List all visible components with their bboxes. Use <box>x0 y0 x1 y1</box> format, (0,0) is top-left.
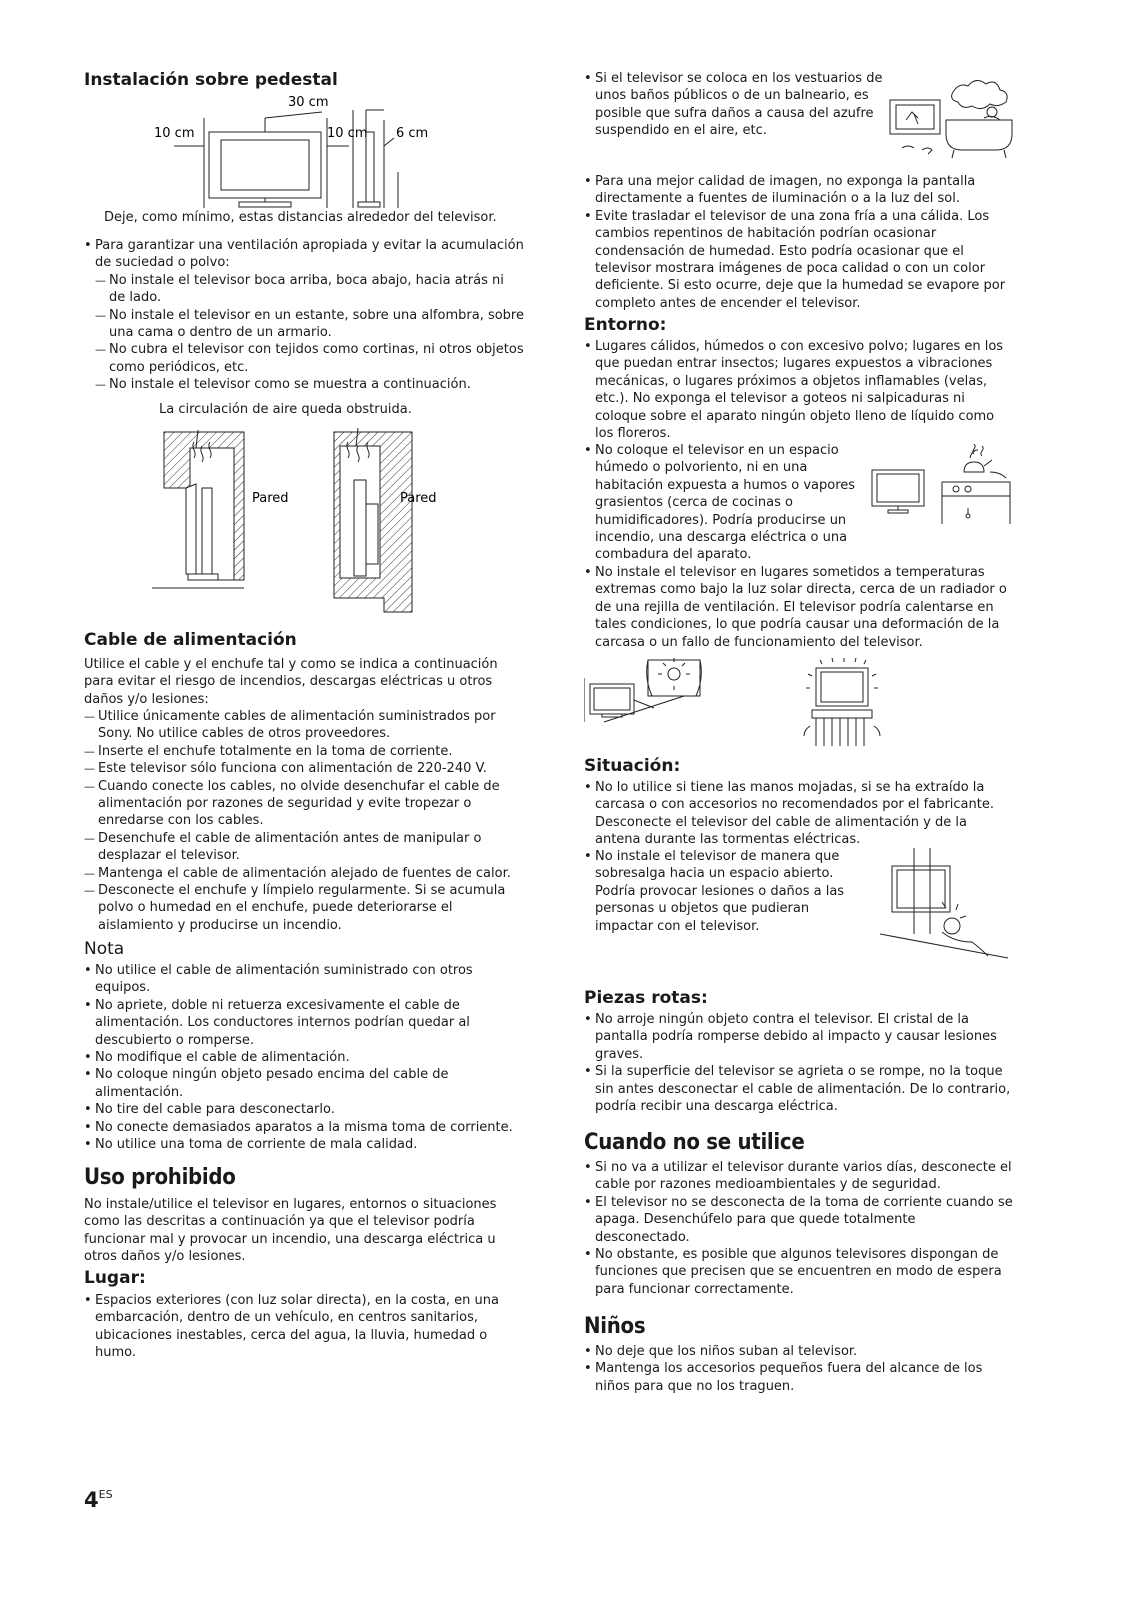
list-item: — Mantenga el cable de alimentación alejado de fuentes de calor. <box>84 865 524 882</box>
prohibited-heading: Uso prohibido <box>84 1165 236 1190</box>
sunlight-figure <box>584 656 704 726</box>
list-item: • Espacios exteriores (con luz solar directa), en la costa, en una embarcación, dentro de un vehículo, en centros sanitarios, ubicaciones inestables, cerca del agua, la lluvia, humedad o humo. <box>84 1292 524 1362</box>
wall-label-2: Pared <box>400 491 437 506</box>
children-list <box>584 1343 1014 1395</box>
list-item: — Desconecte el enchufe y límpielo regularmente. Si se acumula polvo o humedad en el enchufe, puede deteriorarse el aislamiento y producirse un incendio. <box>84 882 524 934</box>
situation-heading: Situación: <box>584 756 681 776</box>
ventilation-sublist <box>95 272 524 394</box>
list-item: • Si no va a utilizar el televisor durante varios días, desconecte el cable por razones medioambientales y de seguridad. <box>584 1159 1014 1194</box>
list-item: — Cuando conecte los cables, no olvide desenchufar el cable de alimentación por razones de seguridad y evite tropezar o enredarse con los cables. <box>84 778 524 830</box>
list-item: — Utilice únicamente cables de alimentación suministrados por Sony. No utilice cables de otros proveedores. <box>84 708 524 743</box>
list-item: • No tire del cable para desconectarlo. <box>84 1101 524 1118</box>
list-item: • No instale el televisor de manera que sobresalga hacia un espacio abierto. Podría provocar lesiones o daños a las personas u objetos que pudieran impactar con el televisor. <box>584 848 864 935</box>
note-heading: Nota <box>84 939 125 959</box>
dim-left-label: 10 cm <box>154 126 195 141</box>
broken-parts-list <box>584 1011 1014 1115</box>
list-item: • Si la superficie del televisor se agrieta o se rompe, no la toque sin antes desconectar el cable de alimentación. De lo contrario, podría recibir una descarga eléctrica. <box>584 1063 1014 1115</box>
light-moisture-list <box>584 173 1014 312</box>
list-item: • No utilice el cable de alimentación suministrado con otros equipos. <box>84 962 524 997</box>
list-item: • Si el televisor se coloca en los vestuarios de unos baños públicos o de un balneario, es posible que sufra daños a causa del azufre suspendido en el aire, etc. <box>584 70 884 140</box>
list-item: • No coloque ningún objeto pesado encima del cable de alimentación. <box>84 1066 524 1101</box>
airflow-caption: La circulación de aire queda obstruida. <box>159 402 412 417</box>
list-item: • No arroje ningún objeto contra el televisor. El cristal de la pantalla podría romperse debido al impacto y causar lesiones graves. <box>584 1011 1014 1063</box>
page-language-suffix: ES <box>98 1488 113 1501</box>
page-number: $4^{ES}$ <box>84 1488 113 1512</box>
dim-top-label: 30 cm <box>288 95 329 110</box>
list-item: — No instale el televisor boca arriba, boca abajo, hacia atrás ni de lado. <box>95 272 524 307</box>
list-item: • Lugares cálidos, húmedos o con excesivo polvo; lugares en los que puedan entrar insectos; lugares expuestos a vibraciones mecánicas, o lugares próximos a objetos inflamables (velas, etc.). No exponga el televisor a goteos ni salpicaduras ni coloque sobre el aparato ningún objeto lleno de líquido como los floreros. <box>584 338 1014 442</box>
ventilation-list <box>84 237 524 394</box>
list-item: • No conecte demasiados aparatos a la misma toma de corriente. <box>84 1119 524 1136</box>
airflow-obstructed-figure <box>144 428 444 616</box>
list-item: • Mantenga los accesorios pequeños fuera del alcance de los niños para que no los traguen. <box>584 1360 1014 1395</box>
list-item: • No modifique el cable de alimentación. <box>84 1049 524 1066</box>
protruding-tv-figure <box>880 848 1010 966</box>
list-item: — No instale el televisor como se muestra a continuación. <box>95 376 524 393</box>
spa-figure <box>888 70 1018 164</box>
place-heading: Lugar: <box>84 1268 146 1288</box>
list-item: • No coloque el televisor en un espacio húmedo o polvoriento, ni en una habitación expuesta a humos o vapores grasientos (cerca de cocinas o humidificadores). Podría producirse un incendio, una descarga eléctrica o una combadura del aparato. <box>584 442 864 564</box>
place-list <box>84 1292 524 1362</box>
list-item: — No cubra el televisor con tejidos como cortinas, ni otros objetos como periódicos, etc. <box>95 341 524 376</box>
power-cable-intro: Utilice el cable y el enchufe tal y como se indica a continuación para evitar el riesgo de incendios, descargas eléctricas u otros daños y/o lesiones: <box>84 657 498 707</box>
power-cable-list <box>84 708 524 934</box>
list-item: • No apriete, doble ni retuerza excesivamente el cable de alimentación. Los conductores internos podrían quedar al descubierto o romperse. <box>84 997 524 1049</box>
list-item: • No lo utilice si tiene las manos mojadas, si se ha extraído la carcasa o con accesorios no recomendados por el fabricante. Desconecte el televisor del cable de alimentación y de la antena durante las tormentas eléctricas. <box>584 779 1014 849</box>
list-item: • Para garantizar una ventilación apropiada y evitar la acumulación de suciedad o polvo: — No instale el televisor boca arriba, boca abajo, hacia atrás ni de lado. — No instale el televisor en un estante, sobre una alfombra, sobre una cama o dentro de un armario. — No cubra el televisor con tejidos como cortinas, ni otros objetos como periódicos, etc. — No instale el televisor como se muestra a continuación. <box>84 237 524 394</box>
list-item: — Este televisor sólo funciona con alimentación de 220-240 V. <box>84 760 524 777</box>
environment-list-3 <box>584 564 1014 651</box>
situation-list-2 <box>584 848 864 935</box>
wall-label-1: Pared <box>252 491 289 506</box>
situation-list-1 <box>584 779 1014 849</box>
list-item: • No obstante, es posible que algunos televisores dispongan de funciones que precisen que se encuentren en modo de espera para funcionar correctamente. <box>584 1246 1014 1298</box>
dim-right-label: 10 cm <box>327 126 368 141</box>
not-in-use-list <box>584 1159 1014 1298</box>
children-heading: Niños <box>584 1314 646 1339</box>
environment-heading: Entorno: <box>584 315 667 335</box>
spa-list <box>584 70 884 140</box>
pedestal-caption: Deje, como mínimo, estas distancias alrededor del televisor. <box>104 210 497 225</box>
pedestal-clearance-figure <box>144 92 504 210</box>
note-list <box>84 962 524 1153</box>
broken-parts-heading: Piezas rotas: <box>584 988 708 1008</box>
radiator-figure <box>790 656 890 748</box>
environment-list-1 <box>584 338 1014 442</box>
list-item: — Inserte el enchufe totalmente en la toma de corriente. <box>84 743 524 760</box>
prohibited-intro: No instale/utilice el televisor en lugares, entornos o situaciones como las descritas a continuación ya que el televisor podría funcionar mal y provocar un incendio, una descarga eléctrica u otros daños y/o lesiones. <box>84 1197 497 1265</box>
list-item: • El televisor no se desconecta de la toma de corriente cuando se apaga. Desenchúfelo para que quede totalmente desconectado. <box>584 1194 1014 1246</box>
list-item: • Evite trasladar el televisor de una zona fría a una cálida. Los cambios repentinos de habitación podrían ocasionar condensación de humedad. Esto podría ocasionar que el televisor mostrara imágenes de poca calidad o con un color deficiente. Si esto ocurre, deje que la humedad se evapore por completo antes de encender el televisor. <box>584 208 1014 312</box>
environment-list-2 <box>584 442 864 564</box>
list-item: • No utilice una toma de corriente de mala calidad. <box>84 1136 524 1153</box>
list-item: • No instale el televisor en lugares sometidos a temperaturas extremas como bajo la luz solar directa, cerca de un radiador o de una rejilla de ventilación. El televisor podría calentarse en tales condiciones, lo que podría causar una deformación de la carcasa o un fallo de funcionamiento del televisor. <box>584 564 1014 651</box>
list-item: • Para una mejor calidad de imagen, no exponga la pantalla directamente a fuentes de iluminación o a la luz del sol. <box>584 173 1014 208</box>
list-item: • No deje que los niños suban al televisor. <box>584 1343 1014 1360</box>
dim-side-label: 6 cm <box>396 126 429 141</box>
list-item: — Desenchufe el cable de alimentación antes de manipular o desplazar el televisor. <box>84 830 524 865</box>
list-item: — No instale el televisor en un estante, sobre una alfombra, sobre una cama o dentro de un armario. <box>95 307 524 342</box>
kitchen-figure <box>870 444 1014 528</box>
not-in-use-heading: Cuando no se utilice <box>584 1130 805 1155</box>
power-cable-heading: Cable de alimentación <box>84 630 297 650</box>
pedestal-heading: Instalación sobre pedestal <box>84 70 338 90</box>
